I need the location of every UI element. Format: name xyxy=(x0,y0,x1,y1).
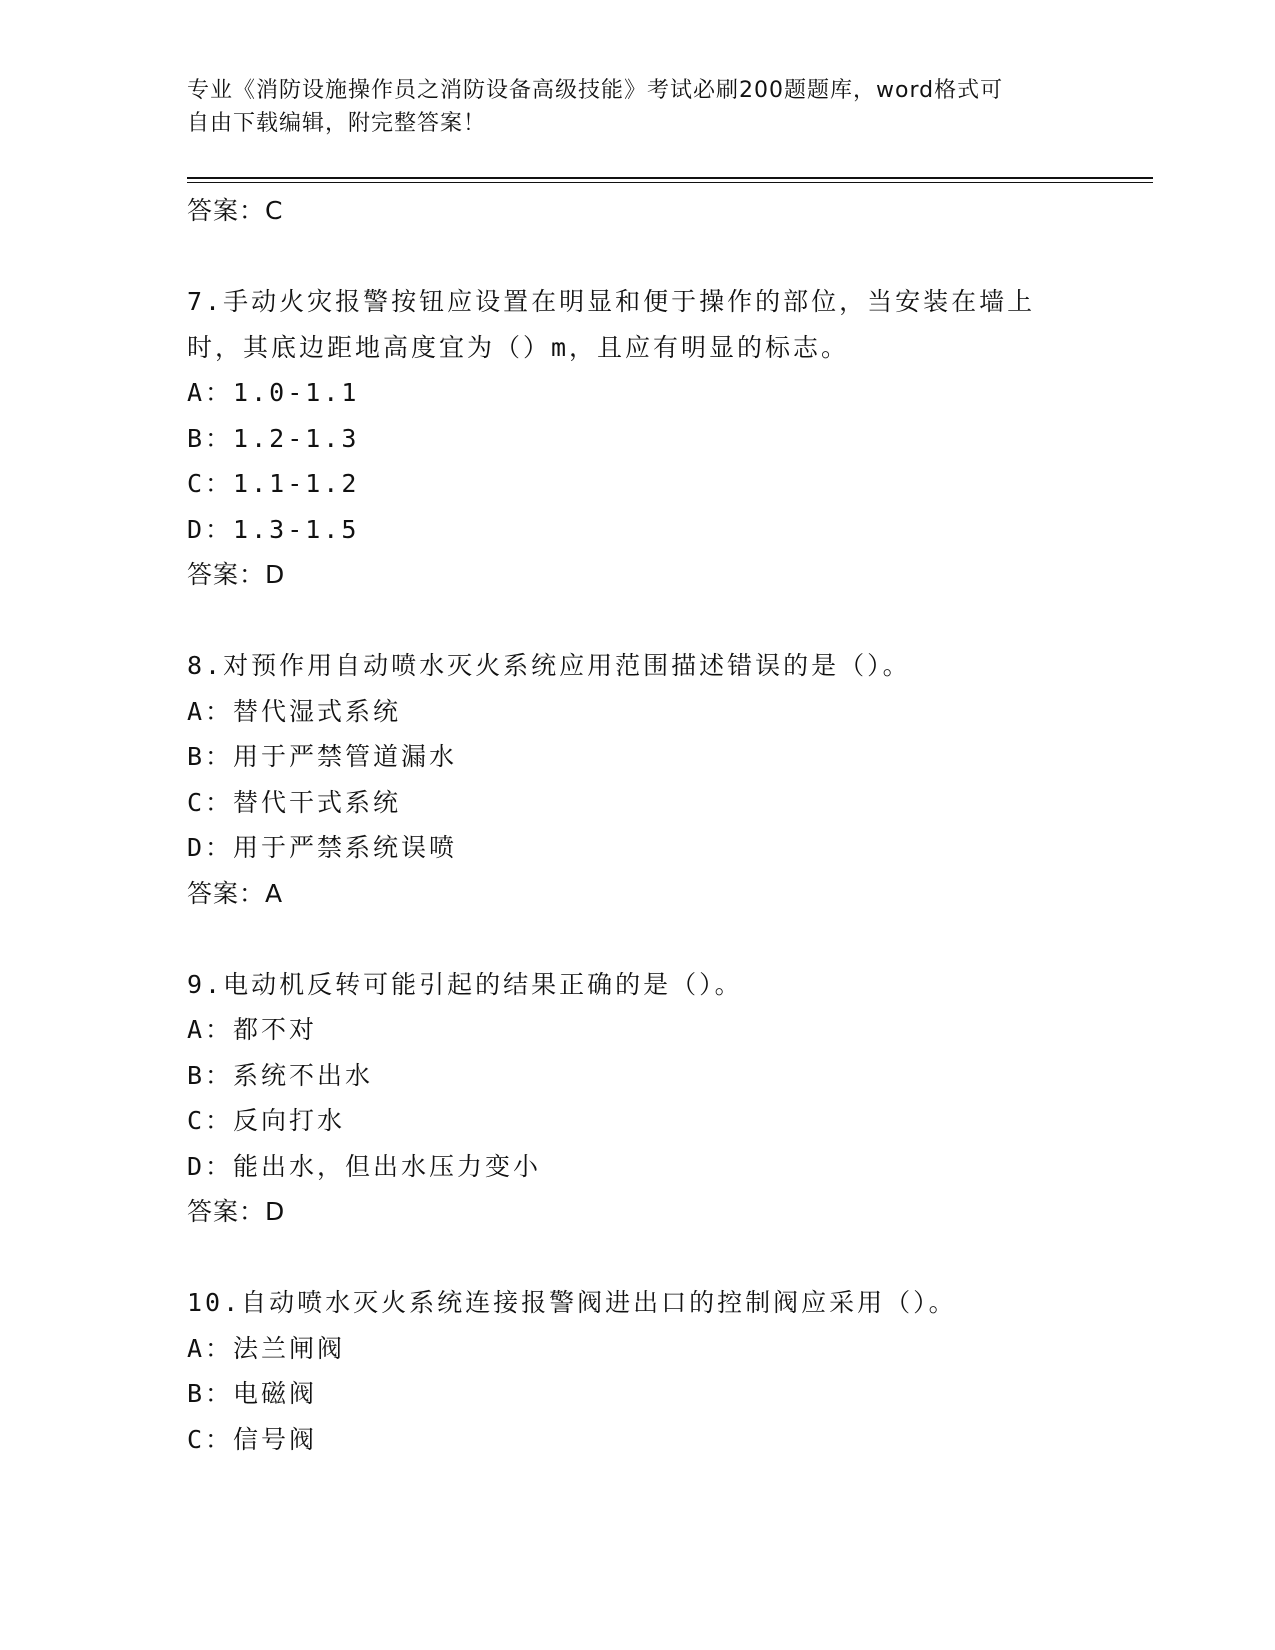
question-stem: 8.对预作用自动喷水灭火系统应用范围描述错误的是（）。 xyxy=(187,651,911,680)
answer-line: 答案：A xyxy=(187,878,284,908)
header-line-2: 自由下载编辑，附完整答案！ xyxy=(187,111,487,136)
option-b: B：用于严禁管道漏水 xyxy=(187,742,458,771)
question-stem: 10.自动喷水灭火系统连接报警阀进出口的控制阀应采用（）。 xyxy=(187,1288,957,1317)
option-a: A：都不对 xyxy=(187,1015,318,1044)
option-c: C：信号阀 xyxy=(187,1424,318,1454)
option-d: D：用于严禁系统误喷 xyxy=(187,833,458,862)
question-9 xyxy=(187,962,1087,1235)
option-a: A：1.0-1.1 xyxy=(187,378,360,407)
question-8 xyxy=(187,643,1087,916)
spacer xyxy=(187,234,1087,280)
header-divider xyxy=(187,177,1153,179)
spacer xyxy=(187,598,1087,644)
option-a: A：法兰闸阀 xyxy=(187,1333,346,1363)
answer-line: 答案：D xyxy=(187,1197,286,1226)
answer-line: 答案：C xyxy=(187,196,284,225)
spacer xyxy=(187,916,1087,962)
question-stem: 9.电动机反转可能引起的结果正确的是（）。 xyxy=(187,969,743,999)
option-b: B：电磁阀 xyxy=(187,1379,318,1408)
option-d: D：能出水，但出水压力变小 xyxy=(187,1151,542,1181)
question-7 xyxy=(187,279,1087,598)
question-stem: 7.手动火灾报警按钮应设置在明显和便于操作的部位，当安装在墙上 xyxy=(187,287,1036,316)
option-c: C：反向打水 xyxy=(187,1106,346,1135)
option-b: B：系统不出水 xyxy=(187,1060,374,1090)
option-d: D：1.3-1.5 xyxy=(187,514,360,544)
question-content xyxy=(187,188,1087,1462)
option-b: B：1.2-1.3 xyxy=(187,423,360,453)
document-header xyxy=(187,74,1087,140)
spacer xyxy=(187,1235,1087,1281)
question-10 xyxy=(187,1280,1087,1462)
question-stem-cont: 时，其底边距地高度宜为（）m，且应有明显的标志。 xyxy=(187,332,850,362)
option-c: C：替代干式系统 xyxy=(187,787,402,817)
option-a: A：替代湿式系统 xyxy=(187,696,402,726)
header-line-1: 专业《消防设施操作员之消防设备高级技能》考试必刷200题题库，word格式可 xyxy=(187,78,1004,103)
option-c: C：1.1-1.2 xyxy=(187,469,360,498)
header-divider-thin xyxy=(187,182,1153,183)
answer-line: 答案：D xyxy=(187,560,286,589)
